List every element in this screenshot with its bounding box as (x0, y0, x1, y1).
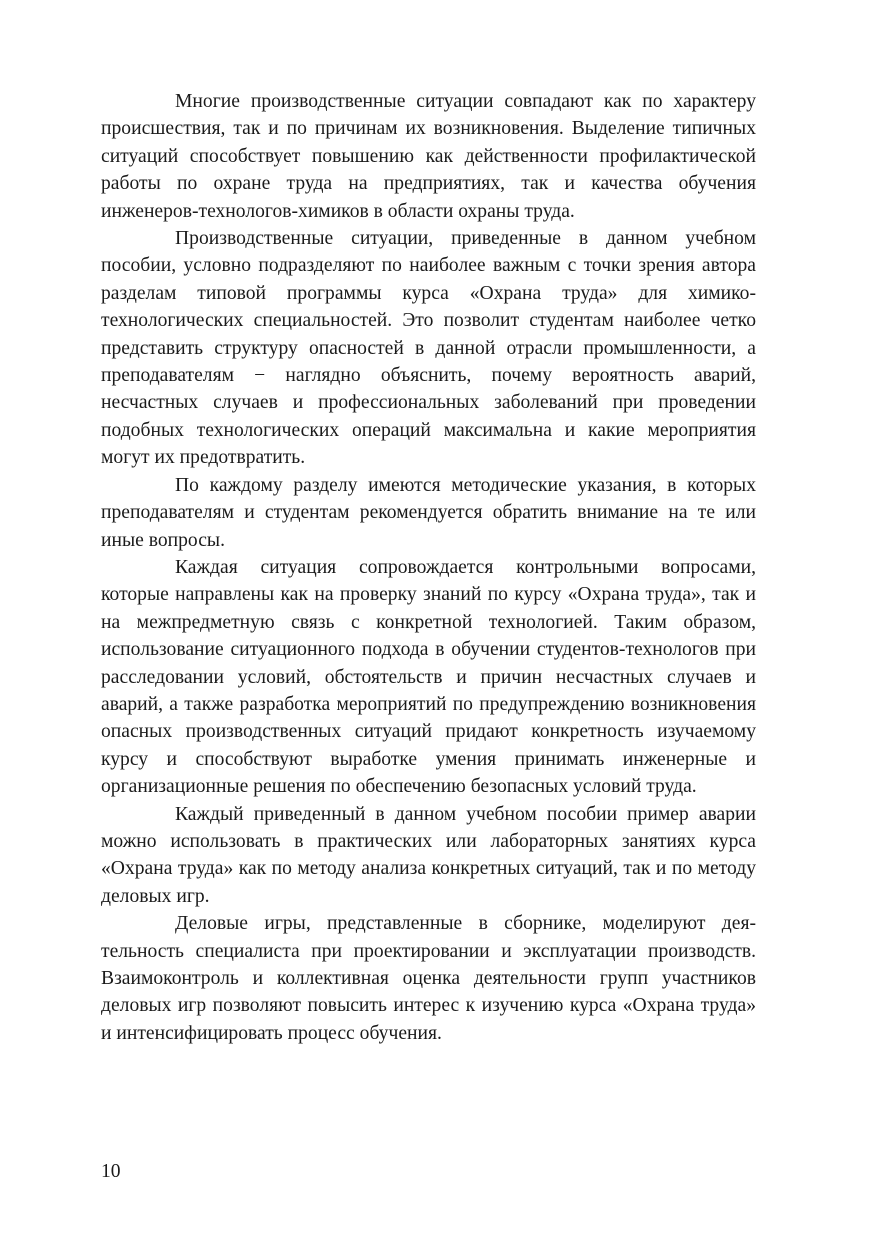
paragraph-1: Многие производственные ситуации совпадают как по характеру происшествия, так и по причинам их возникновения. Выделение типичных ситуаций способствует повышению как действенности профилактической работы по охране труда на предприятиях, так и качества обучения инженеров-технологов-химиков в области охраны труда. (101, 91, 756, 222)
paragraph-2: Производственные ситуации, приведенные в данном учебном пособии, условно подразделяют по наиболее важным с точки зрения автора разделам типовой программы курса «Охрана труда» для химико-технологических специальностей. Это позволит студентам наиболее четко представить структуру опасностей в данной отрасли промышленности, а преподавателям − наглядно объяснить, почему вероятность аварий, несчастных случаев и профессиональных заболеваний при проведении подобных технологических операций максимальна и какие мероприятия могут их предотвратить. (101, 228, 756, 469)
paragraph-3: По каждому разделу имеются методические указания, в которых преподавателям и студентам рекомендуется обратить внимание на те или иные вопросы. (101, 474, 756, 551)
paragraph-6: Деловые игры, представленные в сборнике, моделируют деятельность специалиста при проектировании и эксплуатации производств. Взаимоконтроль и коллективная оценка деятельности групп участников деловых игр позволяют повысить интерес к изучению курса «Охрана труда» и интенсифицировать процесс обучения. (101, 913, 756, 1044)
page-body (101, 88, 756, 1047)
page-number: 10 (101, 1161, 121, 1182)
paragraph-4: Каждая ситуация сопровождается контрольными вопросами, которые направлены как на проверку знаний по курсу «Охрана труда», так и на межпредметную связь с конкретной технологией. Таким образом, использование ситуационного подхода в обучении студентов-технологов при расследовании условий, обстоятельств и причин несчастных случаев и аварий, а также разработка мероприятий по предупреждению возникновения опасных производственных ситуаций придают конкретность изучаемому курсу и способствуют выработке умения принимать инженерные и организационные решения по обеспечению безопасных условий труда. (101, 556, 756, 798)
paragraph-5: Каждый приведенный в данном учебном пособии пример аварии можно использовать в практических или лабораторных занятиях курса «Охрана труда» как по методу анализа конкретных ситуаций, так и по методу деловых игр. (101, 803, 756, 907)
